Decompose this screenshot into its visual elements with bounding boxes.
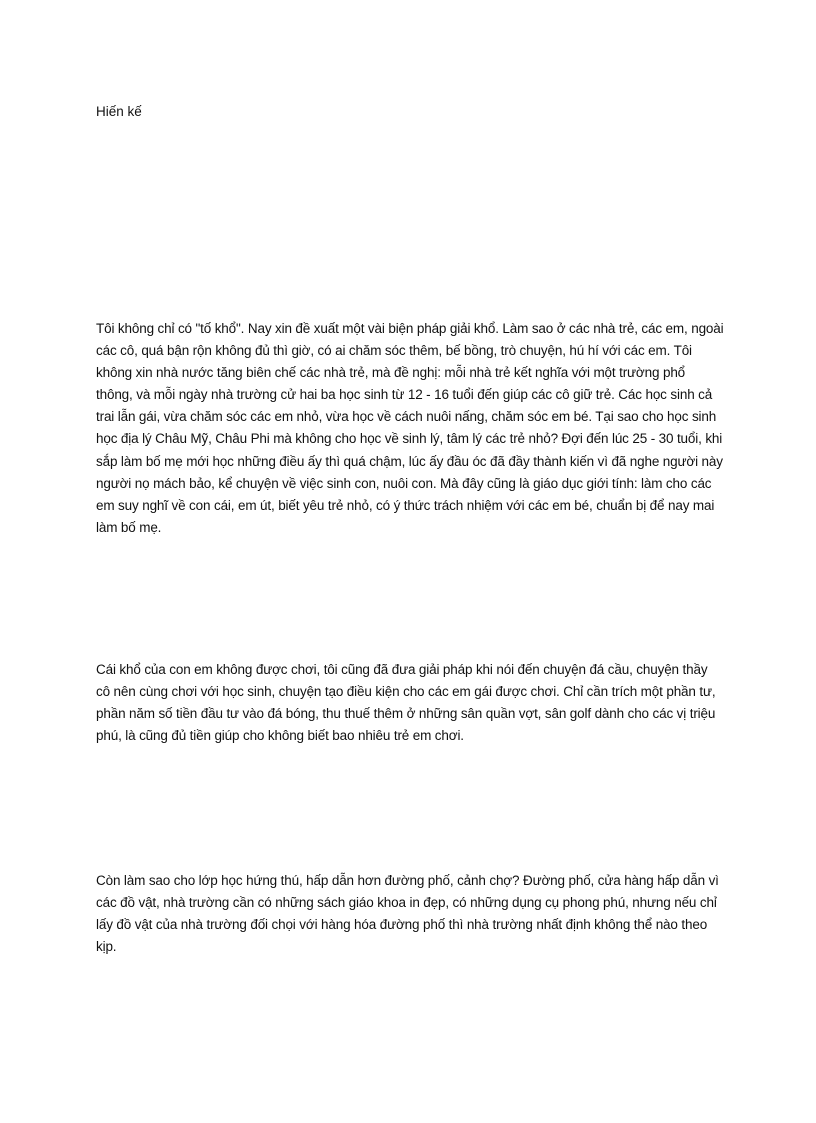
paragraph-play-solution: Cái khổ của con em không được chơi, tôi cũng đã đưa giải pháp khi nói đến chuyện đá cầu, chuyện thầy cô nên cùng chơi với học sinh, chuyện tạo điều kiện cho các em gái được chơi. Chỉ cần trích một phần tư, phần năm số tiền đầu tư vào đá bóng, thu thuế thêm ở những sân quần vợt, sân golf dành cho các vị triệu phú, là cũng đủ tiền giúp cho không biết bao nhiêu trẻ em chơi. [96,662,716,744]
document-title: Hiến kế [96,104,142,119]
paragraph-childcare-proposal: Tôi không chỉ có "tố khổ". Nay xin đề xuất một vài biện pháp giải khổ. Làm sao ở các nhà trẻ, các em, ngoài các cô, quá bận rộn không đủ thì giờ, có ai chăm sóc thêm, bế bồng, trò chuyện, hú hí với các em. Tôi không xin nhà nước tăng biên chế các nhà trẻ, mà đề nghị: mỗi nhà trẻ kết nghĩa với một trường phổ thông, và mỗi ngày nhà trường cử hai ba học sinh từ 12 - 16 tuổi đến giúp các cô giữ trẻ. Các học sinh cả trai lẫn gái, vừa chăm sóc các em nhỏ, vừa học về cách nuôi nấng, chăm sóc em bé. Tại sao cho học sinh học địa lý Châu Mỹ, Châu Phi mà không cho học về sinh lý, tâm lý các trẻ nhỏ? Đợi đến lúc 25 - 30 tuổi, khi sắp làm bố mẹ mới học những điều ấy thì quá chậm, lúc ấy đầu óc đã đầy thành kiến vì đã nghe người này người nọ mách bảo, kể chuyện về việc sinh con, nuôi con. Mà đây cũng là giáo dục giới tính: làm cho các em suy nghĩ về con cái, em út, biết yêu trẻ nhỏ, có ý thức trách nhiệm với các em bé, chuẩn bị để nay mai làm bố mẹ. [96,321,724,535]
paragraph-classroom-appeal: Còn làm sao cho lớp học hứng thú, hấp dẫn hơn đường phố, cảnh chợ? Đường phố, cửa hàng hấp dẫn vì các đồ vật, nhà trường cần có những sách giáo khoa in đẹp, có những dụng cụ phong phú, nhưng nếu chỉ lấy đồ vật của nhà trường đối chọi với hàng hóa đường phố thì nhà trường nhất định không thể nào theo kịp. [96,873,719,955]
